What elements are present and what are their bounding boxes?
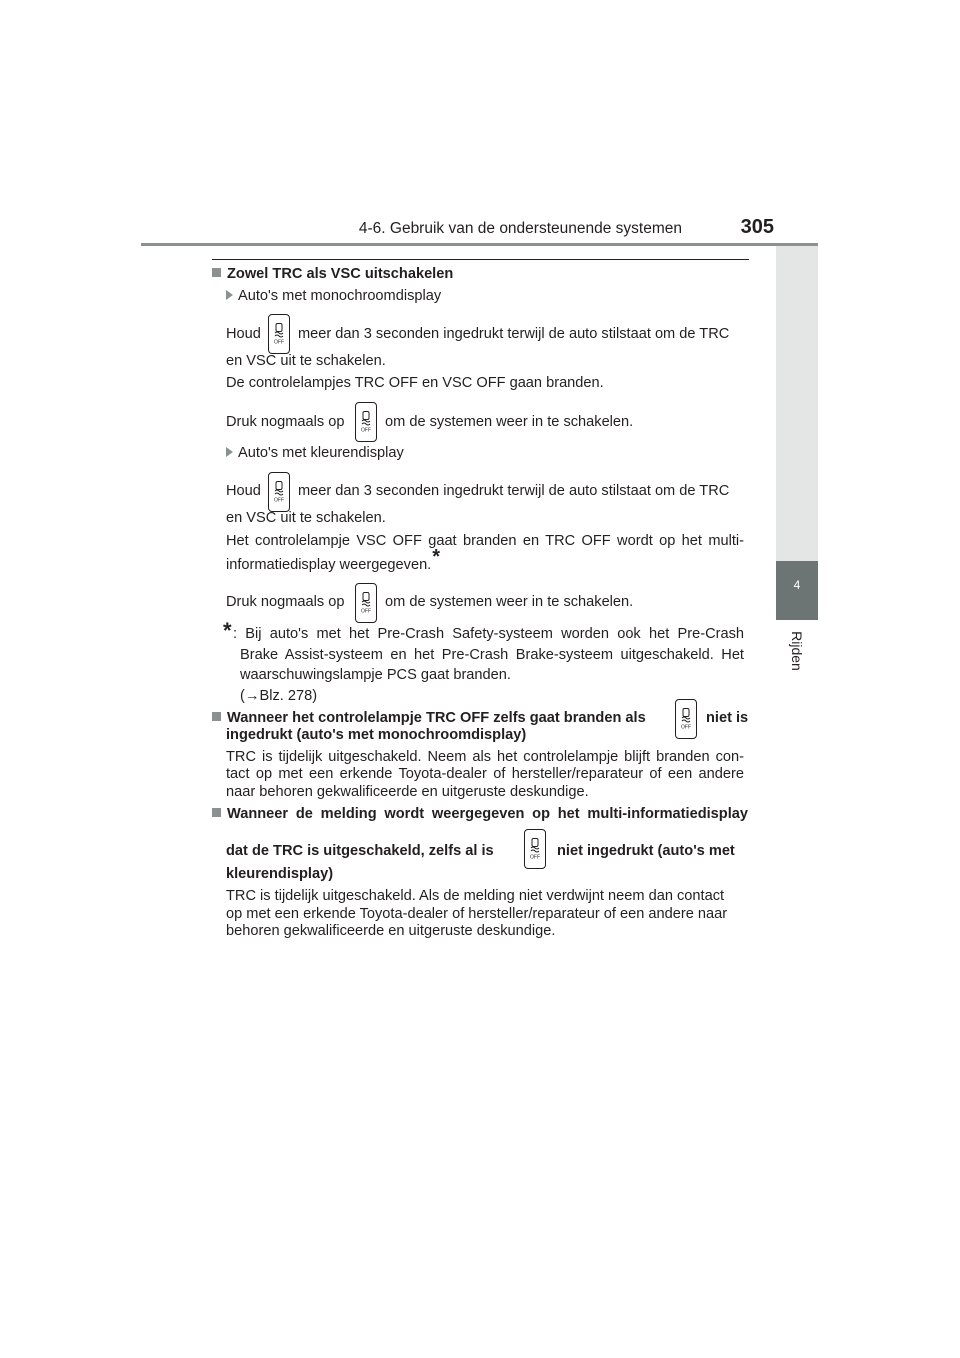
- body-text: naar behoren gekwalificeerde en uitgeruste deskundige.: [226, 784, 589, 800]
- instruction-text: Houd: [226, 326, 261, 342]
- section-heading: niet ingedrukt (auto's met: [557, 843, 735, 859]
- chapter-label-box: [780, 628, 814, 674]
- section-heading: dat de TRC is uitgeschakeld, zelfs al is: [226, 843, 494, 859]
- instruction-text: meer dan 3 seconden ingedrukt terwijl de auto stilstaat om de TRC: [298, 326, 730, 342]
- instruction-text: en VSC uit te schakelen.: [226, 510, 386, 526]
- instruction-text: Houd: [226, 483, 261, 499]
- footnote-text: waarschuwingslampje PCS gaat branden.: [240, 667, 511, 683]
- vsc-off-button-icon: [355, 402, 377, 442]
- section-heading: niet is: [706, 710, 749, 726]
- vsc-off-button-icon: [268, 472, 290, 512]
- section-heading: Wanneer de melding wordt weergegeven op het multi-informatiedisplay: [212, 806, 748, 823]
- svg-text:OFF: OFF: [361, 608, 371, 614]
- section-heading: ingedrukt (auto's met monochroomdisplay): [226, 727, 527, 743]
- svg-text:OFF: OFF: [274, 497, 284, 503]
- body-text: TRC is tijdelijk uitgeschakeld. Als de melding niet verdwijnt neem dan contact: [226, 888, 725, 904]
- instruction-text: De controlelampjes TRC OFF en VSC OFF gaan branden.: [226, 375, 604, 391]
- svg-text:OFF: OFF: [274, 339, 284, 345]
- body-text: tact op met een erkende Toyota-dealer of hersteller/reparateur of een andere: [226, 766, 744, 782]
- footnote-text: Brake Assist-systeem en het Pre-Crash Brake-systeem uitgeschakeld. Het: [240, 647, 744, 663]
- section-title: 4-6. Gebruik van de ondersteunende systemen: [358, 220, 682, 237]
- instruction-text: meer dan 3 seconden ingedrukt terwijl de auto stilstaat om de TRC: [298, 483, 730, 499]
- vsc-off-button-icon: [268, 314, 290, 354]
- reference-arrow-icon: →: [244, 688, 260, 704]
- section-heading: kleurendisplay): [226, 866, 334, 882]
- vsc-off-button-icon: [355, 583, 377, 623]
- svg-text:OFF: OFF: [681, 724, 691, 730]
- section-rule: [212, 259, 749, 260]
- section-heading: Zowel TRC als VSC uitschakelen: [212, 266, 453, 283]
- svg-text:OFF: OFF: [361, 427, 371, 433]
- variant-label: Auto's met monochroomdisplay: [226, 288, 441, 305]
- instruction-text: Druk nogmaals op: [226, 594, 345, 610]
- variant-label: Auto's met kleurendisplay: [226, 445, 404, 462]
- body-text: op met een erkende Toyota-dealer of hersteller/reparateur of een andere naar: [226, 906, 728, 922]
- body-text: behoren gekwalificeerde en uitgeruste deskundige.: [226, 923, 556, 939]
- section-heading: Wanneer het controlelampje TRC OFF zelfs gaat branden als: [212, 710, 646, 727]
- header-rule: [141, 243, 818, 246]
- instruction-text: om de systemen weer in te schakelen.: [385, 414, 634, 430]
- page-number: 305: [740, 216, 774, 238]
- footnote-text: : Bij auto's met het Pre-Crash Safety-systeem worden ook het Pre-Crash: [233, 626, 744, 642]
- footnote-asterisk: *: [223, 618, 232, 643]
- instruction-text: Druk nogmaals op: [226, 414, 345, 430]
- square-bullet-icon: [212, 712, 221, 721]
- triangle-arrow-icon: [226, 447, 233, 457]
- side-tab-background: [776, 246, 818, 561]
- svg-text:OFF: OFF: [530, 854, 540, 860]
- chapter-label: Rijden: [789, 631, 805, 671]
- instruction-text: Het controlelampje VSC OFF gaat branden en TRC OFF wordt op het multi-: [226, 533, 744, 549]
- page-reference-link[interactable]: (→Blz. 278): [240, 688, 318, 704]
- triangle-arrow-icon: [226, 290, 233, 300]
- square-bullet-icon: [212, 808, 221, 817]
- instruction-text: en VSC uit te schakelen.: [226, 353, 386, 369]
- chapter-number: 4: [793, 578, 801, 592]
- instruction-text: informatiedisplay weergegeven.*: [226, 546, 441, 573]
- instruction-text: om de systemen weer in te schakelen.: [385, 594, 634, 610]
- vsc-off-button-icon: [675, 699, 697, 739]
- body-text: TRC is tijdelijk uitgeschakeld. Neem als het controlelampje blijft branden con-: [226, 749, 744, 765]
- vsc-off-button-icon: [524, 829, 546, 869]
- square-bullet-icon: [212, 268, 221, 277]
- footnote-marker: *: [432, 546, 441, 568]
